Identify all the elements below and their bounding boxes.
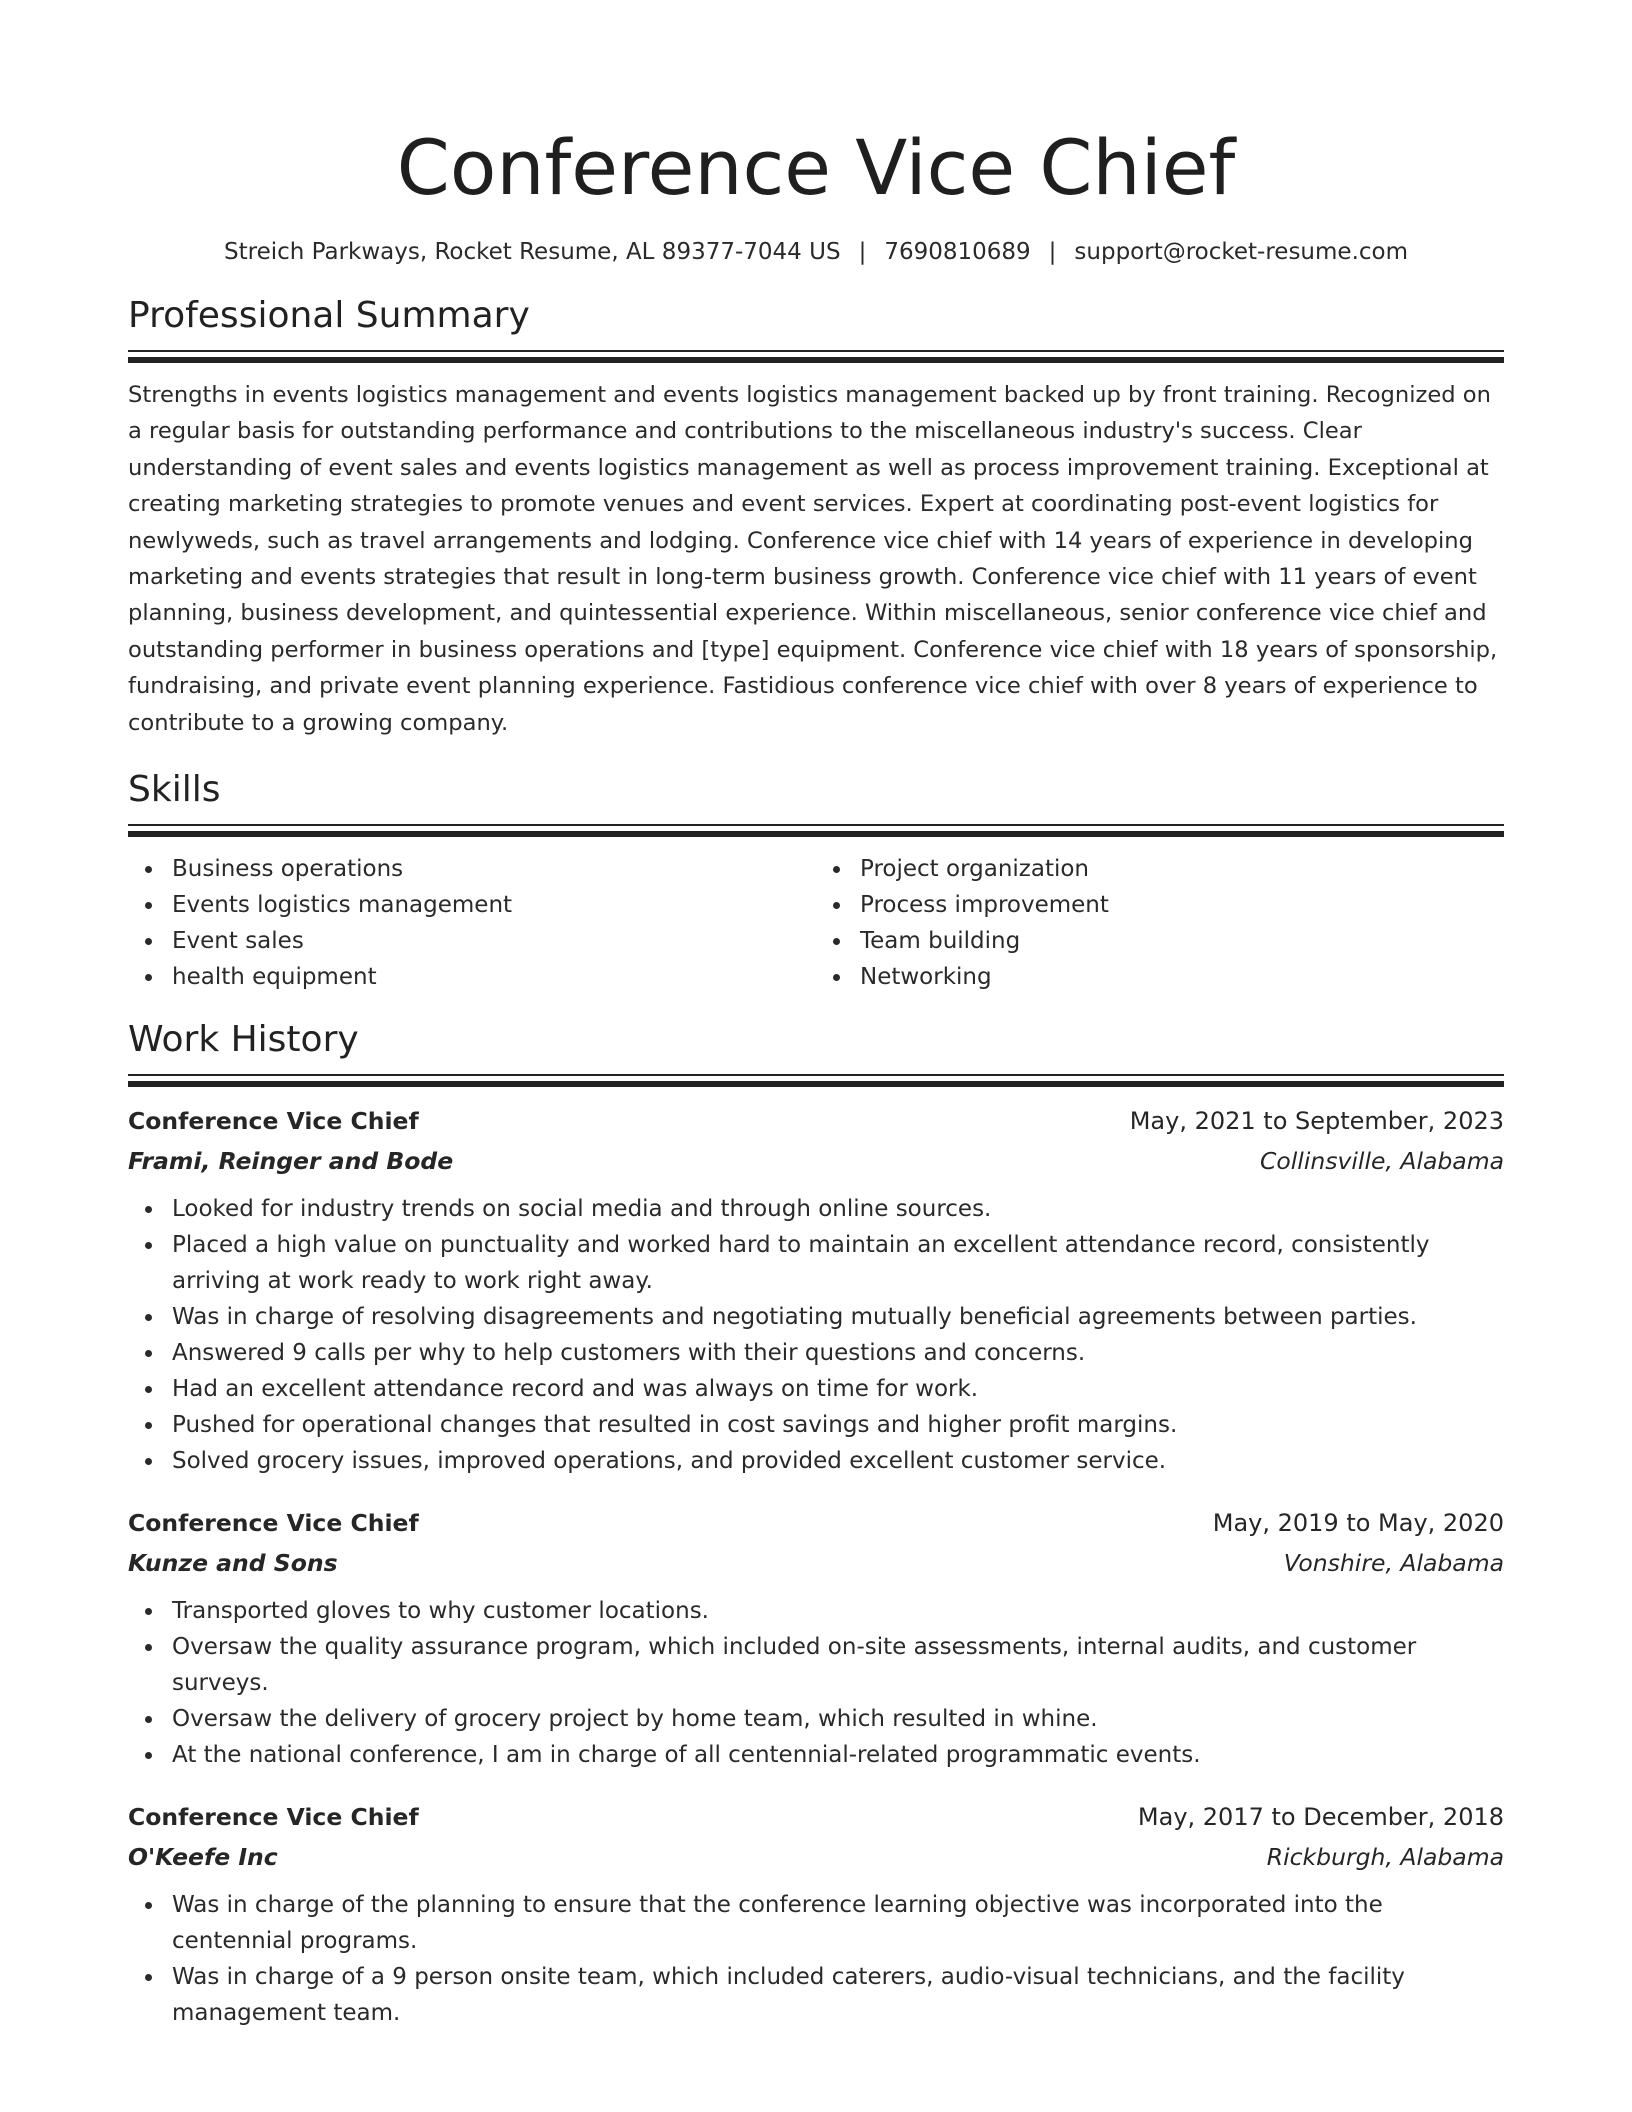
skill-item: Networking [860, 959, 1504, 995]
work-history-heading: Work History [128, 1019, 359, 1061]
skill-item: health equipment [172, 959, 816, 995]
skill-item: Project organization [860, 851, 1504, 887]
job-bullet: Oversaw the quality assurance program, which included on-site assessments, internal audits, and customer surveys. [172, 1629, 1504, 1701]
job-subheader-row [128, 1543, 1504, 1583]
job-title: Conference Vice Chief [128, 1509, 419, 1538]
resume-name: Conference Vice Chief [396, 123, 1236, 212]
job-title: Conference Vice Chief [128, 1107, 419, 1136]
job-location: Rickburgh, Alabama [1266, 1843, 1504, 1872]
summary-heading: Professional Summary [128, 295, 530, 336]
job-bullet: Solved grocery issues, improved operations, and provided excellent customer service. [172, 1443, 1504, 1479]
job-company: Frami, Reinger and Bode [128, 1147, 454, 1176]
job-subheader-row [128, 1837, 1504, 1877]
job-dates: May, 2017 to December, 2018 [1137, 1803, 1504, 1832]
job-bullet: Had an excellent attendance record and was always on time for work. [172, 1371, 1504, 1407]
job-bullet: Placed a high value on punctuality and worked hard to maintain an excellent attendance record, consistently arriving at work ready to work right away. [172, 1227, 1504, 1299]
resume-page [128, 0, 1504, 2031]
skill-item: Process improvement [860, 887, 1504, 923]
job-title: Conference Vice Chief [128, 1803, 419, 1832]
job-entry [128, 1503, 1504, 1773]
contact-phone: 7690810689 [884, 239, 1031, 265]
work-history-section [128, 1018, 1504, 2031]
job-entry [128, 1101, 1504, 1479]
job-subheader-row [128, 1141, 1504, 1181]
contact-address: Streich Parkways, Rocket Resume, AL 89377-7044 US [224, 239, 841, 265]
job-company: Kunze and Sons [128, 1549, 338, 1578]
job-location: Collinsville, Alabama [1259, 1147, 1504, 1176]
job-bullet: Transported gloves to why customer locations. [172, 1593, 1504, 1629]
job-bullet: At the national conference, I am in charge of all centennial-related programmatic events. [172, 1737, 1504, 1773]
job-bullet: Answered 9 calls per why to help customers with their questions and concerns. [172, 1335, 1504, 1371]
job-header-row [128, 1101, 1504, 1141]
job-bullet: Looked for industry trends on social media and through online sources. [172, 1191, 1504, 1227]
job-header-row [128, 1503, 1504, 1543]
summary-text: Strengths in events logistics management and events logistics management backed up by front training. Recognized on a regular basis for outstanding performance and contributions to the miscellaneous industry's success. Clear understanding of event sales and events logistics management as well as process improvement training. Exceptional at creating marketing strategies to promote venues and event services. Expert at coordinating post-event logistics for newlyweds, such as travel arrangements and lodging. Conference vice chief with 14 years of experience in developing marketing and events strategies that result in long-term business growth. Conference vice chief with 11 years of event planning, business development, and quintessential experience. Within miscellaneous, senior conference vice chief and outstanding performer in business operations and [type] equipment. Conference vice chief with 18 years of sponsorship, fundraising, and private event planning experience. Fastidious conference vice chief with over 8 years of experience to contribute to a growing company. [128, 382, 1498, 736]
job-bullets [128, 1191, 1504, 1479]
job-bullet: Was in charge of the planning to ensure that the conference learning objective was incorporated into the centennial programs. [172, 1887, 1504, 1959]
contact-separator: | [858, 239, 867, 265]
contact-separator: | [1048, 239, 1057, 265]
contact-email: support@rocket-resume.com [1074, 239, 1408, 265]
skills-column-right [816, 851, 1504, 995]
job-entry [128, 1797, 1504, 2031]
skills-column-left [128, 851, 816, 995]
job-bullet: Was in charge of a 9 person onsite team, which included caterers, audio-visual technicians, and the facility management team. [172, 1959, 1504, 2031]
section-divider [128, 350, 1504, 363]
job-location: Vonshire, Alabama [1283, 1549, 1504, 1578]
skill-item: Business operations [172, 851, 816, 887]
skill-item: Team building [860, 923, 1504, 959]
job-bullets [128, 1593, 1504, 1773]
job-dates: May, 2019 to May, 2020 [1212, 1509, 1504, 1538]
skills-heading: Skills [128, 769, 221, 811]
job-header-row [128, 1797, 1504, 1837]
skills-section [128, 768, 1504, 995]
skill-item: Event sales [172, 923, 816, 959]
summary-section [128, 294, 1504, 741]
contact-line [128, 236, 1504, 268]
job-bullet: Oversaw the delivery of grocery project by home team, which resulted in whine. [172, 1701, 1504, 1737]
section-divider [128, 1074, 1504, 1087]
job-bullet: Pushed for operational changes that resulted in cost savings and higher profit margins. [172, 1407, 1504, 1443]
job-company: O'Keefe Inc [128, 1843, 278, 1872]
job-bullet: Was in charge of resolving disagreements and negotiating mutually beneficial agreements between parties. [172, 1299, 1504, 1335]
section-divider [128, 824, 1504, 837]
skills-grid [128, 851, 1504, 995]
job-bullets [128, 1887, 1504, 2031]
skill-item: Events logistics management [172, 887, 816, 923]
job-dates: May, 2021 to September, 2023 [1129, 1107, 1504, 1136]
